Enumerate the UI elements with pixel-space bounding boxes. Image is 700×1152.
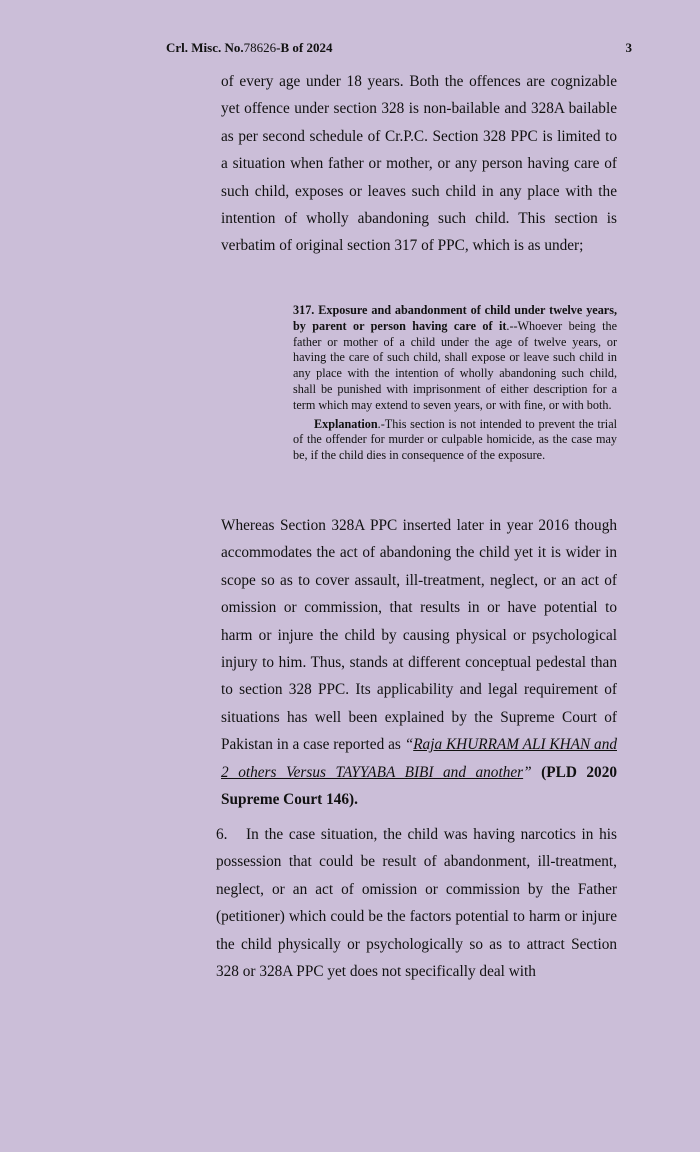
case-suffix: -B of 2024 [276, 40, 333, 55]
quote-heading: 317. Exposure and abandonment of child under twelve years, by parent or person having care of it [293, 303, 617, 333]
open-quote: “ [404, 736, 414, 754]
quote-explanation [293, 417, 617, 464]
explanation-text: .-This section is not intended to prevent the trial of the offender for murder or culpable homicide, as the case may be, if the child dies in consequence of the exposure. [293, 416, 617, 463]
paragraph-1: of every age under 18 years. Both the offences are cognizable yet offence under section 328 is non-bailable and 328A bailable as per second schedule of Cr.P.C. Section 328 PPC is limited to a situation when father or mother, or any person having care of such child, exposes or leaves such child in any place with the intention of wholly abandoning such child. This section is verbatim of original section 317 of PPC, which is as under; [221, 73, 617, 255]
case-number-value: 78626 [243, 40, 277, 55]
explanation-label: Explanation [314, 416, 378, 431]
case-citation-name: Raja KHURRAM ALI KHAN and 2 others Versus TAYYABA BIBI and another [221, 736, 617, 781]
case-prefix: Crl. Misc. No. [166, 40, 244, 55]
paragraph-number: 6. [216, 826, 228, 843]
quote-text: .--Whoever being the father or mother of a child under the age of twelve years, or having the care of such child, shall expose or leave such child in any place with the intention of wholly abandoning such child, shall be punished with imprisonment of either description for a term which may extend to seven years, or with fine, or with both. [293, 318, 617, 412]
paragraph-6 [216, 821, 617, 985]
quoted-section-317 [293, 303, 617, 464]
close-quote: ” [523, 763, 532, 781]
quote-main [293, 303, 617, 414]
paragraph-2-text: Whereas Section 328A PPC inserted later in year 2016 though accommodates the act of abandoning the child yet it is wider in scope so as to cover assault, ill-treatment, neglect, or an act of omission or commission, that results in or have potential to harm or injure the child by causing physical or psychological injury to him. Thus, stands at different conceptual pedestal than to section 328 PPC. Its applicability and legal requirement of situations has well been explained by the Supreme Court of Pakistan in a case reported as [221, 517, 617, 754]
page-number: 3 [625, 40, 632, 55]
case-number [166, 40, 332, 56]
paragraph-2 [221, 512, 617, 813]
law-report-citation: (PLD 2020 Supreme Court 146). [221, 763, 618, 809]
paragraph-6-text: In the case situation, the child was having narcotics in his possession that could be result of abandonment, ill-treatment, neglect, or an act of omission or commission by the Father (petitioner) which could be the factors potential to harm or injure the child physically or psychologically so as to attract Section 328 or 328A PPC yet does not specifically deal with [216, 826, 617, 981]
page-header [166, 40, 632, 60]
